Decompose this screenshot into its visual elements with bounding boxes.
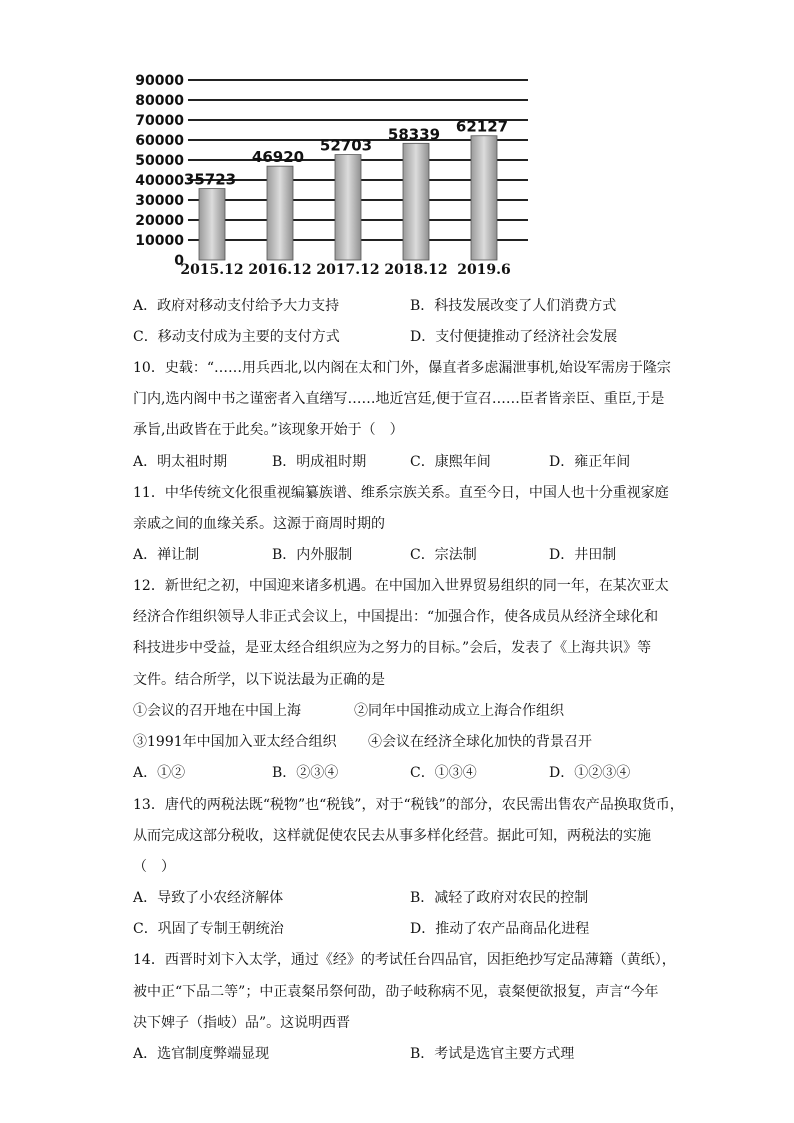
y-tick-label: 50000 <box>135 153 184 169</box>
y-tick-label: 30000 <box>135 193 184 209</box>
q12-option-d: D．①②③④ <box>549 765 631 781</box>
y-tick-label: 10000 <box>135 233 184 249</box>
q10-option-d: D．雍正年间 <box>549 454 631 470</box>
y-tick-label: 70000 <box>135 113 184 129</box>
data-label: 35723 <box>183 170 237 189</box>
q14-option-b: B．考试是选官主要方式理 <box>410 1046 575 1062</box>
q13-stem-line-2: 从而完成这部分税收，这样就促使农民去从事多样化经营。据此可知，两税法的实施 <box>133 828 651 844</box>
q11-stem-line-1: 11．中华传统文化很重视编纂族谱、维系宗族关系。直至今日，中国人也十分重视家庭 <box>133 485 669 501</box>
q12-stem-line-1: 12．新世纪之初，中国迎来诸多机遇。在中国加入世界贸易组织的同一年，在某次亚太 <box>133 578 669 594</box>
x-tick-label: 2016.12 <box>248 262 312 278</box>
data-label: 62127 <box>455 117 509 136</box>
q9-option-c: C．移动支付成为主要的支付方式 <box>133 329 340 345</box>
q10-option-a: A．明太祖时期 <box>133 454 228 470</box>
q14-option-a: A．选官制度弊端显现 <box>133 1046 270 1062</box>
bar-chart <box>132 66 532 280</box>
bar <box>199 189 225 260</box>
q12-stem-line-3: 科技进步中受益，是亚太经合组织应为之努力的目标。”会后，发表了《上海共识》等 <box>133 640 652 656</box>
q13-option-a: A．导致了小农经济解体 <box>133 890 284 906</box>
x-tick-label: 2019.6 <box>457 262 511 278</box>
q11-option-a: A．禅让制 <box>133 547 200 563</box>
q13-option-c: C．巩固了专制王朝统治 <box>133 921 284 937</box>
q12-option-c: C．①③④ <box>410 765 477 781</box>
y-tick-label: 40000 <box>135 173 184 189</box>
y-tick-label: 80000 <box>135 93 184 109</box>
bar <box>335 155 361 260</box>
y-tick-label: 0 <box>174 253 184 269</box>
data-label: 52703 <box>319 136 373 155</box>
q10-option-b: B．明成祖时期 <box>272 454 367 470</box>
q12-statement-3: ③1991年中国加入亚太经合组织 <box>133 734 337 750</box>
y-tick-label: 60000 <box>135 133 184 149</box>
q12-statement-2: ②同年中国推动成立上海合作组织 <box>354 703 564 719</box>
q10-stem-line-2: 门内,选内阁中书之谨密者入直缮写……地近宫廷,便于宣召……臣者皆亲臣、重臣,于是 <box>133 391 665 407</box>
q11-option-b: B．内外服制 <box>272 547 353 563</box>
chart-y-axis <box>135 73 184 269</box>
q12-option-a: A．①② <box>133 765 186 781</box>
q13-stem-line-1: 13．唐代的两税法既“税物”也“税钱”，对于“税钱”的部分，农民需出售农产品换取货币， <box>133 797 684 813</box>
x-tick-label: 2017.12 <box>316 262 380 278</box>
q11-stem-line-2: 亲戚之间的血缘关系。这源于商周时期的 <box>133 516 385 532</box>
x-tick-label: 2015.12 <box>180 262 244 278</box>
data-label: 46920 <box>251 148 305 167</box>
q12-stem-line-2: 经济合作组织领导人非正式会议上，中国提出：“加强合作，使各成员从经济全球化和 <box>133 609 659 625</box>
q12-statement-1: ①会议的召开地在中国上海 <box>133 703 301 719</box>
q13-stem-line-3: （ ） <box>133 859 175 875</box>
y-tick-label: 20000 <box>135 213 184 229</box>
q9-option-b: B．科技发展改变了人们消费方式 <box>410 298 617 314</box>
q11-option-d: D．井田制 <box>549 547 617 563</box>
bar <box>403 143 429 260</box>
q13-option-b: B．减轻了政府对农民的控制 <box>410 890 589 906</box>
chart-x-axis <box>180 262 510 278</box>
data-label: 58339 <box>387 125 441 144</box>
bar <box>471 136 497 260</box>
q11-option-c: C．宗法制 <box>410 547 477 563</box>
q12-option-b: B．②③④ <box>272 765 339 781</box>
q12-statement-4: ④会议在经济全球化加快的背景召开 <box>368 734 592 750</box>
q12-stem-line-4: 文件。结合所学，以下说法最为正确的是 <box>133 672 385 688</box>
q9-option-a: A．政府对移动支付给予大力支持 <box>133 298 340 314</box>
q14-stem-line-3: 决下婢子（指岐）品”。这说明西晋 <box>133 1015 351 1031</box>
q10-stem-line-3: 承旨,出政皆在于此矣。”该现象开始于（ ） <box>133 422 404 438</box>
q13-option-d: D．推动了农产品商品化进程 <box>410 921 590 937</box>
q10-stem-line-1: 10．史载：“……用兵西北,以内阁在太和门外，儤直者多虑漏泄事机,始设军需房于隆宗 <box>133 360 671 376</box>
x-tick-label: 2018.12 <box>384 262 448 278</box>
q10-option-c: C．康熙年间 <box>410 454 491 470</box>
q14-stem-line-1: 14．西晋时刘卞入太学，通过《经》的考试任台四品官，因拒绝抄写定品薄籍（黄纸）， <box>133 952 676 968</box>
bar <box>267 166 293 260</box>
q9-option-d: D．支付便捷推动了经济社会发展 <box>410 329 618 345</box>
y-tick-label: 90000 <box>135 73 184 89</box>
q14-stem-line-2: 被中正“下品二等”；中正袁粲吊祭何劭，劭子岐称病不见，袁粲便欲报复，声言“今年 <box>133 984 659 1000</box>
